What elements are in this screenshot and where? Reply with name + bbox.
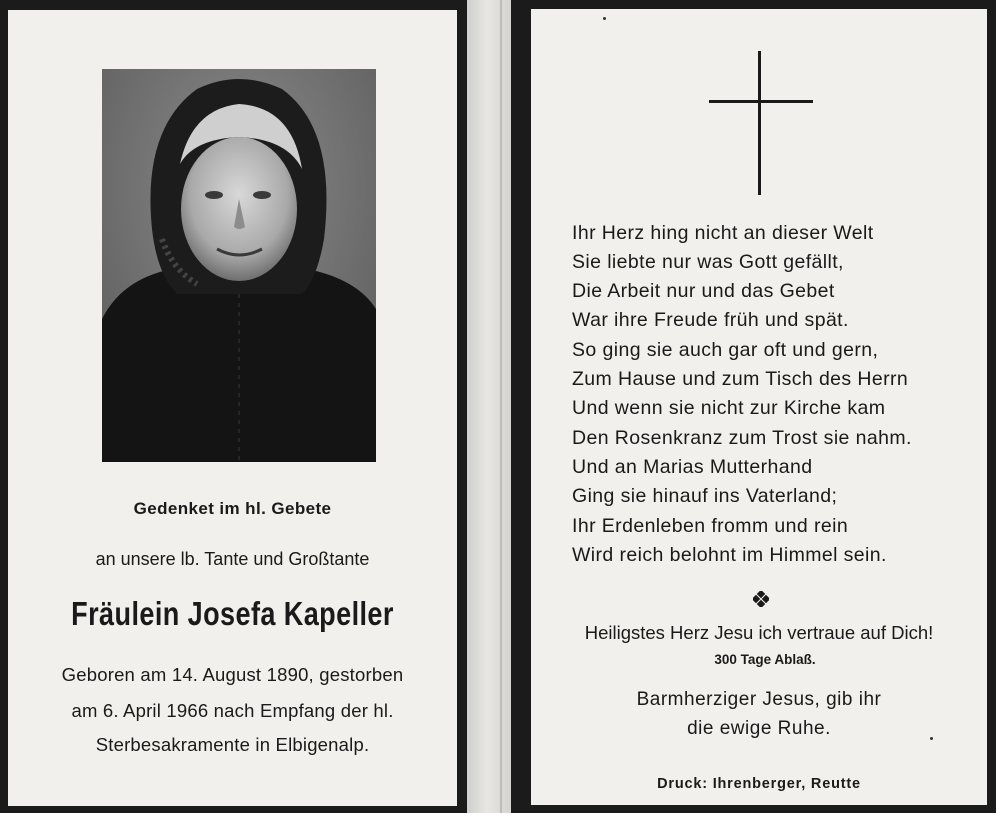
speck — [603, 17, 606, 20]
poem-line: Zum Hause und zum Tisch des Herrn — [572, 368, 909, 390]
poem-line: Wird reich belohnt im Himmel sein. — [572, 544, 887, 566]
portrait-photo — [102, 69, 376, 462]
dedication-text: an unsere lb. Tante und Großtante — [95, 549, 370, 569]
life-dates-line: am 6. April 1966 nach Empfang der hl. — [71, 700, 394, 721]
printer-credit: Druck: Ihrenberger, Reutte — [657, 776, 861, 792]
poem-line: Ihr Herz hing nicht an dieser Welt — [572, 222, 874, 244]
diamond-ornament-icon — [753, 591, 769, 607]
life-dates-line: Geboren am 14. August 1890, gestorben — [61, 664, 404, 685]
speck — [930, 737, 933, 740]
life-dates-line: Sterbesakramente in Elbigenalp. — [95, 734, 370, 755]
poem-line: Ging sie hinauf ins Vaterland; — [572, 485, 838, 507]
header-text: Gedenket im hl. Gebete — [133, 499, 332, 518]
closing-prayer-line: die ewige Ruhe. — [687, 718, 831, 739]
poem-line: Ihr Erdenleben fromm und rein — [572, 515, 849, 537]
fold-line — [500, 0, 502, 813]
latin-cross-icon — [709, 51, 813, 195]
closing-prayer-line: Barmherziger Jesus, gib ihr — [636, 689, 882, 710]
poem-line: Die Arbeit nur und das Gebet — [572, 280, 835, 302]
poem-line: War ihre Freude früh und spät. — [572, 309, 849, 331]
prayer-text: Heiligstes Herz Jesu ich vertraue auf Dich! — [584, 622, 934, 643]
fold-strip — [467, 0, 511, 813]
poem-line: Und wenn sie nicht zur Kirche kam — [572, 397, 886, 419]
poem-line: Und an Marias Mutterhand — [572, 456, 813, 478]
indulgence-text: 300 Tage Ablaß. — [714, 652, 816, 667]
poem-line: So ging sie auch gar oft und gern, — [572, 339, 879, 361]
poem-line: Den Rosenkranz zum Trost sie nahm. — [572, 427, 912, 449]
memorial-card-front — [8, 10, 457, 806]
memorial-card-back — [531, 9, 987, 805]
poem-line: Sie liebte nur was Gott gefällt, — [572, 251, 844, 273]
deceased-name: Fräulein Josefa Kapeller — [71, 595, 394, 632]
